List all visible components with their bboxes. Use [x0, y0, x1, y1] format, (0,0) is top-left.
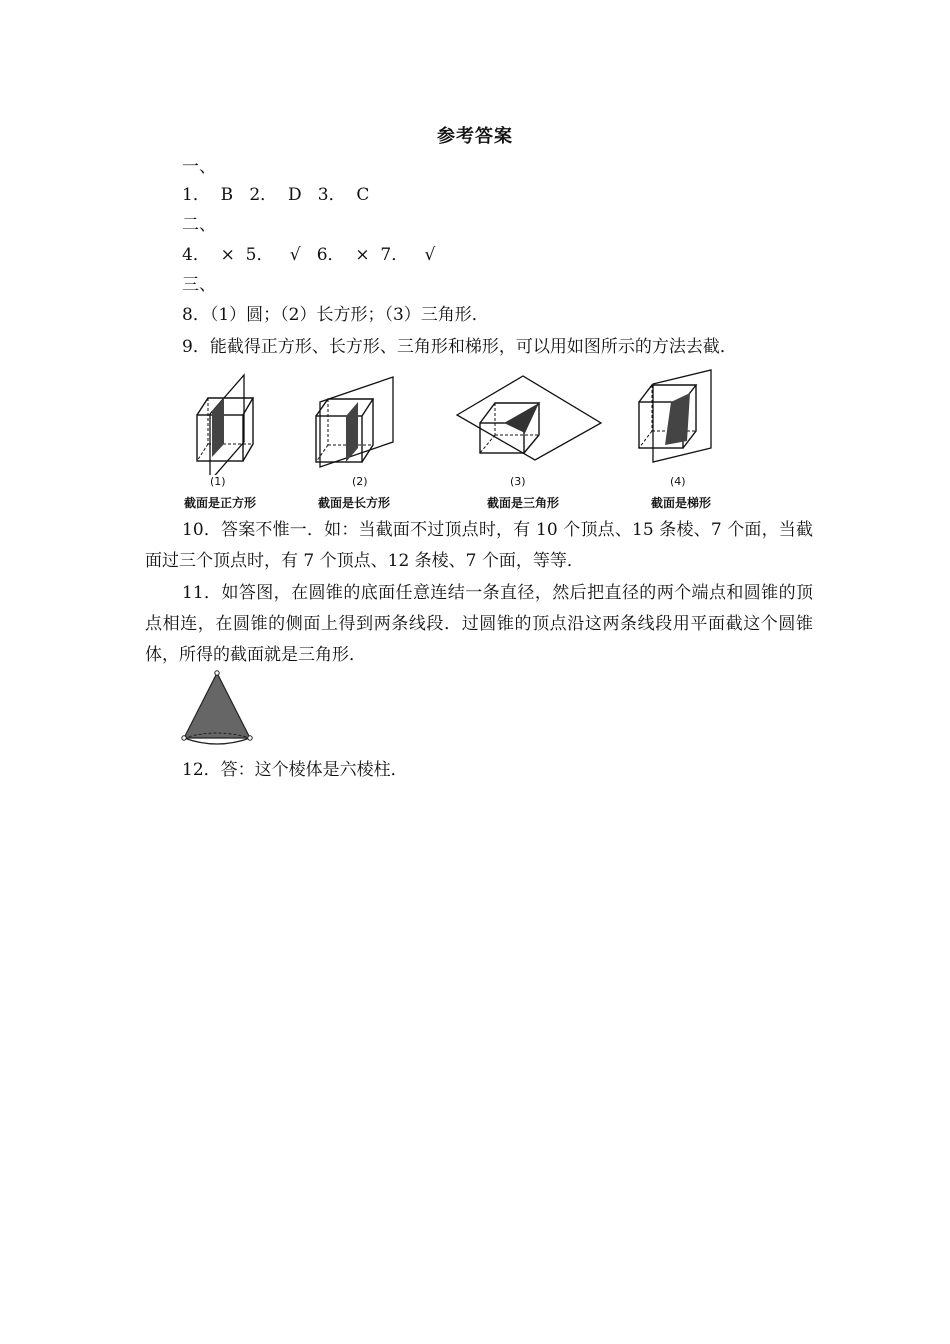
section-1-answers: 1． B 2． D 3． C: [182, 185, 370, 205]
question-10-answer: 10．答案不惟一．如：当截面不过顶点时，有 10 个顶点、15 条棱、7 个面，当截面过三个顶点时，有 7 个顶点、12 条棱、7 个面，等等．: [145, 520, 813, 571]
figure-4-number: (4): [670, 475, 686, 488]
figure-3-number: (3): [510, 475, 526, 488]
figure-cube-rectangle-section: [310, 372, 400, 472]
question-12-answer: 12．答：这个棱体是六棱柱．: [182, 760, 408, 780]
section-1-heading: 一、: [182, 157, 216, 177]
figure-1-label: 截面是正方形: [184, 496, 257, 510]
question-8-answer: 8．（1）圆；（2）长方形；（3）三角形．: [182, 305, 489, 325]
figure-4-label: 截面是梯形: [651, 496, 712, 510]
figure-3-label: 截面是三角形: [487, 496, 560, 510]
figure-cube-trapezoid-section: [635, 368, 720, 465]
page-title: 参考答案: [437, 126, 513, 147]
section-2-answers: 4． × 5． √ 6． × 7． √: [182, 245, 436, 265]
figure-cube-triangle-section: [455, 373, 605, 463]
figure-cube-square-section: [190, 370, 270, 475]
figure-cone-triangle-section: [178, 668, 268, 748]
section-2-heading: 二、: [182, 215, 216, 235]
figure-2-label: 截面是长方形: [318, 496, 391, 510]
question-9-answer: 9．能截得正方形、长方形、三角形和梯形，可以用如图所示的方法去截．: [182, 337, 737, 357]
section-3-heading: 三、: [182, 275, 216, 295]
figure-1-number: (1): [210, 475, 226, 488]
figure-2-number: (2): [352, 475, 368, 488]
question-11-answer: 11．如答图，在圆锥的底面任意连结一条直径，然后把直径的两个端点和圆锥的顶点相连，在圆锥的侧面上得到两条线段．过圆锥的顶点沿这两条线段用平面截这个圆锥体，所得的截面就是三角形．: [145, 583, 813, 665]
